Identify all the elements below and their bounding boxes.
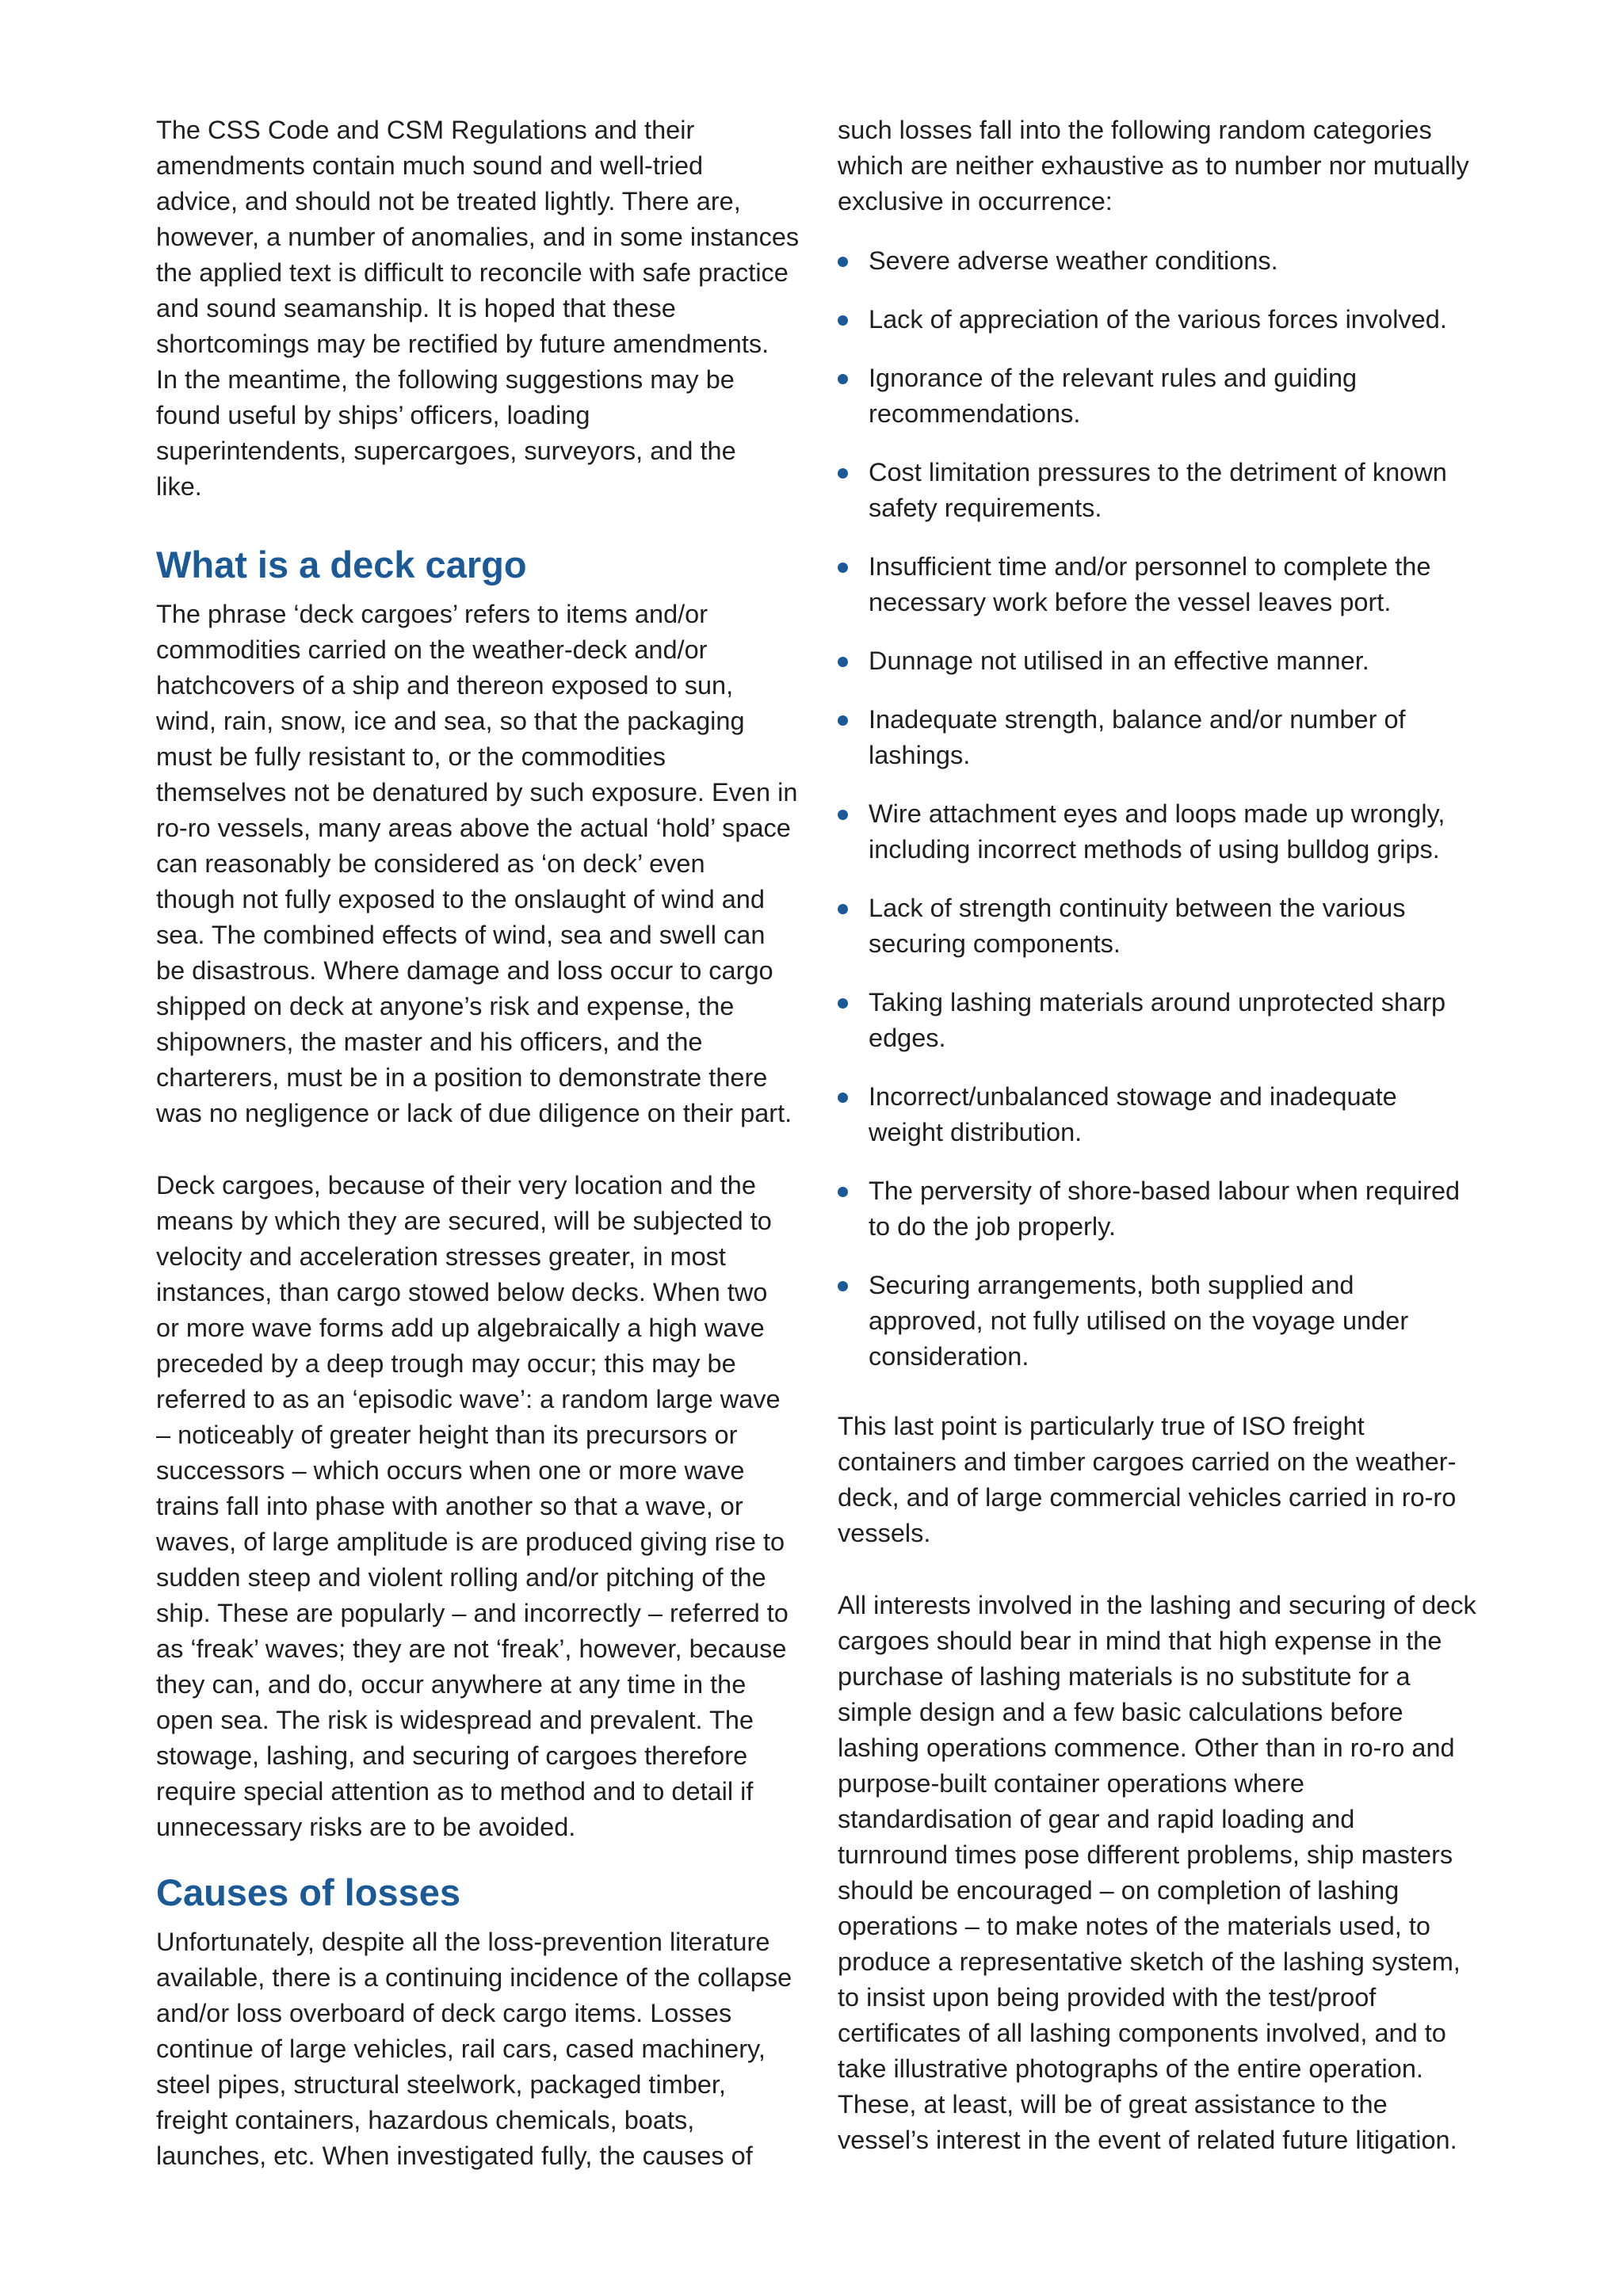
list-item [838, 643, 1487, 679]
list-item [838, 360, 1487, 432]
bullet-icon [838, 1281, 848, 1291]
list-item-text: Securing arrangements, both supplied and approved, not fully utilised on the voyage under consideration. [869, 1271, 1409, 1371]
heading-what-is-a-deck-cargo: What is a deck cargo [156, 543, 527, 585]
bullet-icon [838, 715, 848, 726]
bullet-icon [838, 998, 848, 1009]
heading-causes-of-losses: Causes of losses [156, 1871, 461, 1913]
list-item-text: Insufficient time and/or personnel to complete the necessary work before the vessel leaves port. [869, 552, 1431, 616]
list-item [838, 1268, 1487, 1375]
list-item-text: Severe adverse weather conditions. [869, 246, 1278, 275]
list-item [838, 455, 1487, 526]
list-item-text: Incorrect/unbalanced stowage and inadequate weight distribution. [869, 1082, 1397, 1146]
causes-paragraph-1: Unfortunately, despite all the loss-prevention literature available, there is a continuing incidence of the collapse and/or loss overboard of deck cargo items. Losses continue of large vehicles, rail cars, cased machinery, steel pipes, structural steelwork, packaged timber, freight containers, hazardous chemicals, boats, launches, etc. When investigated fully, the causes of [156, 1928, 792, 2170]
intro-paragraph: The CSS Code and CSM Regulations and their amendments contain much sound and well-tried advice, and should not be treated lightly. There are, however, a number of anomalies, and in some instances the applied text is difficult to reconcile with safe practice and sound seamanship. It is hoped that these shortcomings may be rectified by future amendments. In the meantime, the following suggestions may be found useful by ships’ officers, loading superintendents, supercargoes, surveyors, and the like. [156, 116, 800, 501]
list-item [838, 1079, 1487, 1150]
last-point-paragraph: This last point is particularly true of ISO freight containers and timber cargoes carried on the weather- deck, and of large commercial vehicles carried in ro-ro vessels. [838, 1412, 1457, 1547]
list-item-text: Ignorance of the relevant rules and guiding recommendations. [869, 364, 1358, 428]
bullet-icon [838, 468, 848, 479]
list-item-text: Dunnage not utilised in an effective manner. [869, 646, 1369, 675]
list-item-text: Taking lashing materials around unprotected sharp edges. [869, 988, 1446, 1052]
list-item [838, 549, 1487, 620]
left-column [156, 113, 804, 2210]
causes-intro-paragraph: such losses fall into the following random categories which are neither exhaustive as to number nor mutually exclusive in occurrence: [838, 116, 1469, 215]
bullet-icon [838, 1093, 848, 1103]
list-item [838, 891, 1487, 962]
list-item [838, 985, 1487, 1056]
list-item [838, 243, 1487, 279]
list-item-text: The perversity of shore-based labour when required to do the job properly. [869, 1177, 1461, 1241]
list-item [838, 302, 1487, 338]
list-item [838, 702, 1487, 773]
list-item-text: Cost limitation pressures to the detriment of known safety requirements. [869, 458, 1447, 522]
right-column [838, 113, 1487, 2195]
list-item [838, 1173, 1487, 1245]
bullet-icon [838, 1187, 848, 1197]
bullet-icon [838, 315, 848, 326]
bullet-icon [838, 657, 848, 667]
bullet-icon [838, 563, 848, 573]
list-item-text: Lack of appreciation of the various forces involved. [869, 305, 1447, 334]
bullet-icon [838, 374, 848, 384]
deck-cargo-paragraph-2: Deck cargoes, because of their very location and the means by which they are secured, will be subjected to velocity and acceleration stresses greater, in most instances, than cargo stowed below decks. When two or more wave forms add up algebraically a high wave preceded by a deep trough may occur; this may be referred to as an ‘episodic wave’: a random large wave – noticeably of greater height than its precursors or successors – which occurs when one or more wave trains fall into phase with another so that a wave, or waves, of large amplitude is are produced giving rise to sudden steep and violent rolling and/or pitching of the ship. These are popularly – and incorrectly – referred to as ‘freak’ waves; they are not ‘freak’, however, because they can, and do, occur anywhere at any time in the open sea. The risk is widespread and prevalent. The stowage, lashing, and securing of cargoes therefore require special attention as to method and to detail if unnecessary risks are to be avoided. [156, 1171, 789, 1841]
list-item-text: Inadequate strength, balance and/or number of lashings. [869, 705, 1406, 769]
interests-paragraph: All interests involved in the lashing and securing of deck cargoes should bear in mind that high expense in the purchase of lashing materials is no substitute for a simple design and a few basic calculations before lashing operations commence. Other than in ro-ro and purpose-built container operations where standardisation of gear and rapid loading and turnround times pose different problems, ship masters should be encouraged – on completion of lashing operations – to make notes of the materials used, to produce a representative sketch of the lashing system, to insist upon being provided with the test/proof certificates of all lashing components involved, and to take illustrative photographs of the entire operation. These, at least, will be of great assistance to the vessel’s interest in the event of related future litigation. [838, 1591, 1476, 2154]
bullet-icon [838, 257, 848, 267]
list-item-text: Lack of strength continuity between the various securing components. [869, 894, 1406, 958]
deck-cargo-paragraph-1: The phrase ‘deck cargoes’ refers to items and/or commodities carried on the weather-deck and/or hatchcovers of a ship and thereon exposed to sun, wind, rain, snow, ice and sea, so that the packaging must be fully resistant to, or the commodities themselves not be denatured by such exposure. Even in ro-ro vessels, many areas above the actual ‘hold’ space can reasonably be considered as ‘on deck’ even though not fully exposed to the onslaught of wind and sea. The combined effects of wind, sea and swell can be disastrous. Where damage and loss occur to cargo shipped on deck at anyone’s risk and expense, the shipowners, the master and his officers, and the charterers, must be in a position to demonstrate there was no negligence or lack of due diligence on their part. [156, 600, 798, 1127]
list-item-text: Wire attachment eyes and loops made up wrongly, including incorrect methods of using bulldog grips. [869, 799, 1445, 864]
list-item [838, 796, 1487, 868]
causes-list [838, 243, 1487, 1375]
bullet-icon [838, 904, 848, 914]
bullet-icon [838, 810, 848, 820]
